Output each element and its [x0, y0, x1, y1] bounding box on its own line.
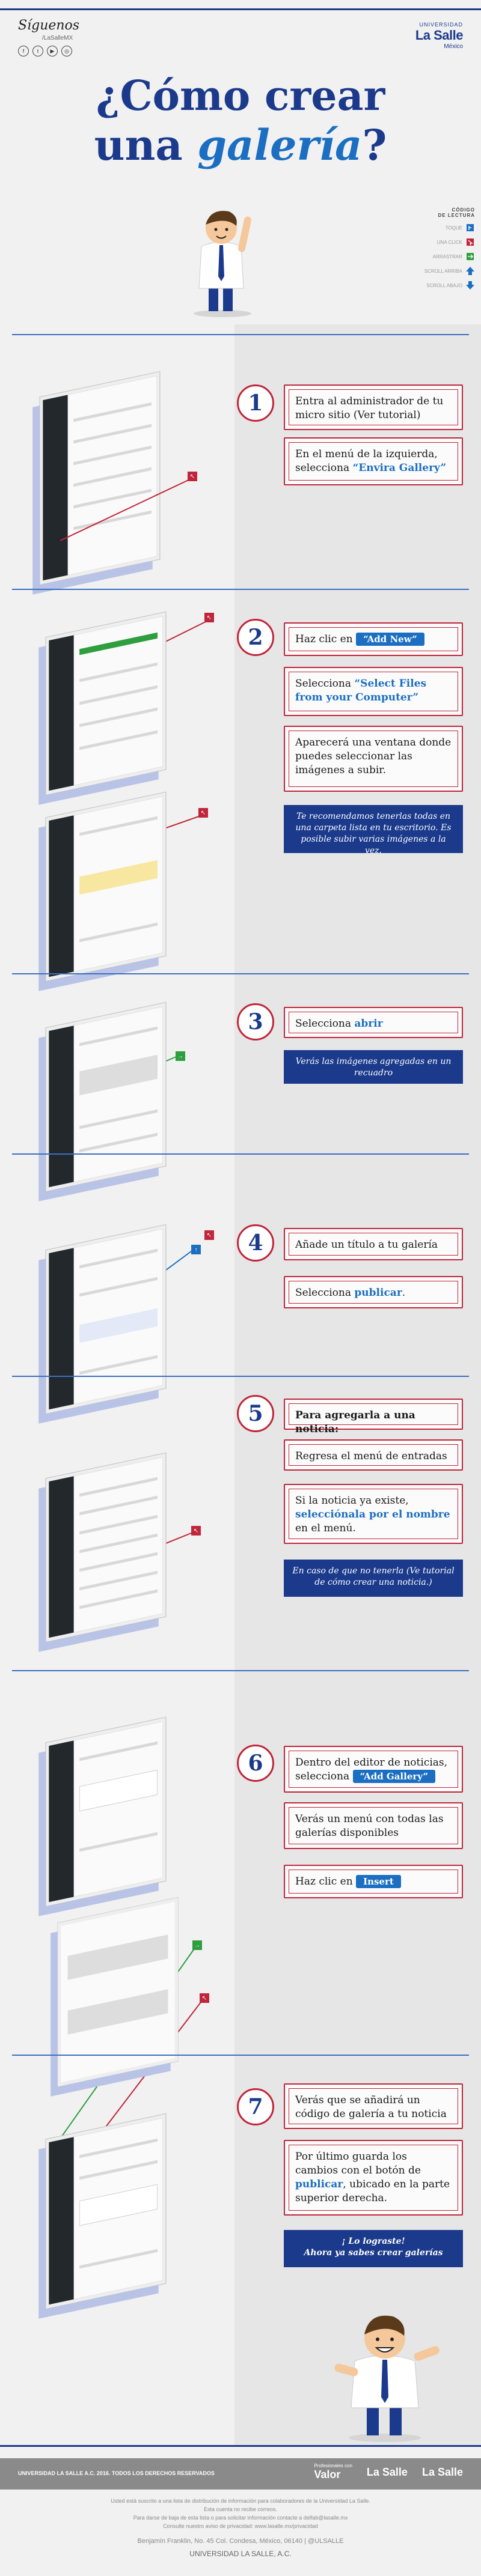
- legend-label-tap: TOQUE: [445, 225, 462, 231]
- step7-text2-end: , ubicado en la parte superior derecha.: [295, 2178, 450, 2204]
- logo-brand: La Salle: [415, 28, 463, 43]
- legend-label-scroll-up: SCROLL ARRIBA: [424, 268, 462, 274]
- facebook-icon[interactable]: f: [18, 46, 29, 56]
- footer-rule: [0, 2445, 481, 2447]
- step7-text1: Verás que se añadirá un código de galería a tu noticia: [289, 2088, 458, 2124]
- page-title-line-1: ¿Cómo crear: [96, 72, 385, 120]
- step5-box2: [284, 1439, 463, 1471]
- la-salle-logo-3: La Salle: [421, 2465, 463, 2478]
- step-number-4: 4: [237, 1224, 274, 1262]
- step7-box2: [284, 2140, 463, 2216]
- step3-note: Verás las imágenes agregadas en un recuadro: [284, 1050, 463, 1084]
- drag-icon: →: [176, 1051, 185, 1061]
- title-highlight: galería: [197, 120, 363, 170]
- follow-handle: /LaSalleMX: [42, 35, 73, 41]
- step7-text2: Por último guarda los cambios con el botón de: [295, 2151, 421, 2177]
- step4-text2-end: .: [402, 1287, 406, 1299]
- footer-line-4[interactable]: Consulte nuestro aviso de privacidad: www.lasalle.mx/privacidad: [163, 2523, 318, 2529]
- footer-line-3[interactable]: Para darse de baja de esta lista o para solicitar información contacte a delfab@lasalle.mx: [133, 2515, 348, 2521]
- step4-box2: [284, 1276, 463, 1308]
- divider-5: [12, 1670, 469, 1671]
- step2-text1: Haz clic en: [295, 633, 353, 645]
- footer-address: Benjamín Franklin, No. 45 Col. Condesa, México, 06140 | @ULSALLE: [137, 2538, 344, 2545]
- click-icon: ↖: [198, 808, 208, 818]
- step-number-1: 1: [237, 384, 274, 422]
- publicar-button-label: publicar: [295, 2178, 343, 2190]
- step1-text1: Entra al administrador de tu micro sitio (Ver tutorial): [289, 389, 458, 425]
- screenshot-open-images: [46, 1003, 166, 1191]
- select-by-name-label: selecciónala por el nombre: [295, 1508, 450, 1520]
- step5-text1: Para agregarla a una noticia:: [289, 1403, 458, 1425]
- step6-text1: Dentro del editor de noticias, selecciona: [295, 1757, 448, 1782]
- screenshot-gallery-picker: [58, 1898, 178, 2086]
- success-line-2: Ahora ya sabes crear galerías: [304, 2247, 443, 2258]
- step-number-5: 5: [237, 1395, 274, 1432]
- reading-code-heading-1: CÓDIGO: [452, 207, 475, 213]
- step1-text2: En el menú de la izquierda, selecciona: [295, 448, 438, 474]
- step2-box2: [284, 667, 463, 716]
- select-files-label: “Select Files from your Computer”: [295, 678, 427, 703]
- screenshot-entries-menu: [46, 1453, 166, 1642]
- step7-box1: [284, 2083, 463, 2129]
- footer-university: UNIVERSIDAD LA SALLE, A.C.: [189, 2550, 292, 2558]
- step-number-2: 2: [237, 619, 274, 656]
- logo-top-line: UNIVERSIDAD: [419, 22, 463, 28]
- click-icon: ↖: [200, 1993, 209, 2003]
- click-icon: ↖: [188, 472, 197, 481]
- step3-box1: [284, 1007, 463, 1038]
- insert-button[interactable]: Insert: [356, 1875, 401, 1888]
- title-prefix: una: [94, 120, 198, 170]
- twitter-icon[interactable]: t: [32, 46, 43, 56]
- screenshot-select-files: [46, 792, 166, 981]
- screenshot-gallery-title: [46, 1225, 166, 1414]
- step4-box1: [284, 1228, 463, 1260]
- la-salle-logo-2: La Salle: [366, 2465, 408, 2478]
- divider-4: [12, 1376, 469, 1377]
- youtube-icon[interactable]: ▶: [47, 46, 58, 56]
- add-new-button[interactable]: “Add New”: [356, 633, 424, 646]
- reading-code-heading-2: DE LECTURA: [438, 213, 475, 218]
- step-number-6: 6: [237, 1745, 274, 1782]
- step2-note: Te recomendamos tenerlas todas en una carpeta lista en tu escritorio. Es posible subir varias imágenes a la vez.: [284, 805, 463, 853]
- footer-copyright: UNIVERSIDAD LA SALLE A.C. 2016. TODOS LOS DERECHOS RESERVADOS: [18, 2470, 215, 2476]
- step4-text2: Selecciona: [295, 1287, 355, 1299]
- click-icon: ↖: [191, 1526, 201, 1536]
- step6-box1: [284, 1746, 463, 1793]
- footer-line-2: Esta cuenta no recibe correos.: [203, 2506, 278, 2512]
- legend-label-scroll-down: SCROLL ABAJO: [426, 282, 462, 288]
- instagram-icon[interactable]: ◎: [61, 46, 72, 56]
- step4-text1: Añade un título a tu galería: [289, 1233, 458, 1256]
- divider-1: [12, 589, 469, 590]
- screenshot-publish: [46, 2114, 166, 2309]
- step6-text3: Haz clic en: [295, 1876, 353, 1888]
- step2-box3: [284, 726, 463, 792]
- success-line-1: ¡ Lo lograste!: [342, 2237, 405, 2246]
- step3-text1: Selecciona: [295, 1018, 355, 1030]
- step1-box1: [284, 384, 463, 430]
- click-icon: ↖: [204, 1230, 214, 1240]
- click-icon: ↖: [204, 613, 214, 622]
- step5-box3: [284, 1484, 463, 1544]
- step6-box2: [284, 1802, 463, 1849]
- divider-6: [12, 2055, 469, 2056]
- drag-icon: →: [192, 1940, 202, 1950]
- follow-label: Síguenos: [18, 18, 80, 33]
- envira-gallery-label: “Envira Gallery”: [352, 461, 447, 474]
- step6-text2: Verás un menú con todas las galerías disponibles: [289, 1807, 458, 1844]
- step1-box2: [284, 437, 463, 485]
- valor-logo-top: Profesionales con: [314, 2463, 352, 2468]
- step5-text3: Si la noticia ya existe,: [295, 1495, 409, 1507]
- step2-box1: [284, 622, 463, 656]
- legend-label-drag: ARRASTRAR: [432, 254, 462, 260]
- step5-text3-end: en el menú.: [295, 1522, 356, 1534]
- divider-3: [12, 1153, 469, 1155]
- step5-text2: Regresa el menú de entradas: [289, 1444, 458, 1466]
- step6-box3: [284, 1865, 463, 1898]
- valor-logo: [314, 2463, 352, 2481]
- step7-note: [284, 2230, 463, 2267]
- footer-logos: [314, 2463, 463, 2481]
- add-gallery-button[interactable]: “Add Gallery”: [353, 1770, 436, 1783]
- step-number-7: 7: [237, 2088, 274, 2125]
- step-number-3: 3: [237, 1003, 274, 1040]
- publicar-label: publicar: [354, 1287, 402, 1299]
- divider-2: [12, 973, 469, 974]
- step5-box1: [284, 1399, 463, 1435]
- legend-label-click: UNA CLICK: [437, 239, 462, 245]
- screenshot-add-new: [46, 612, 166, 795]
- screenshot-news-editor: [46, 1718, 166, 1906]
- step5-note: En caso de que no tenerla (Ve tutorial de cómo crear una noticia.): [284, 1560, 463, 1597]
- footer-line-1: Usted está suscrito a una lista de distribución de información para colaboradores de la Universidad La Salle.: [111, 2498, 370, 2504]
- logo-city: México: [444, 43, 463, 50]
- title-suffix: ?: [362, 120, 387, 170]
- tap-icon: ↑: [191, 1245, 201, 1254]
- teacher-celebrating-illustration: [331, 2301, 451, 2445]
- step2-text2: Selecciona: [295, 678, 355, 690]
- step2-text3: Aparecerá una ventana donde puedes seleccionar las imágenes a subir.: [289, 731, 458, 787]
- abrir-label: abrir: [354, 1018, 383, 1030]
- valor-logo-main: Valor: [314, 2468, 341, 2480]
